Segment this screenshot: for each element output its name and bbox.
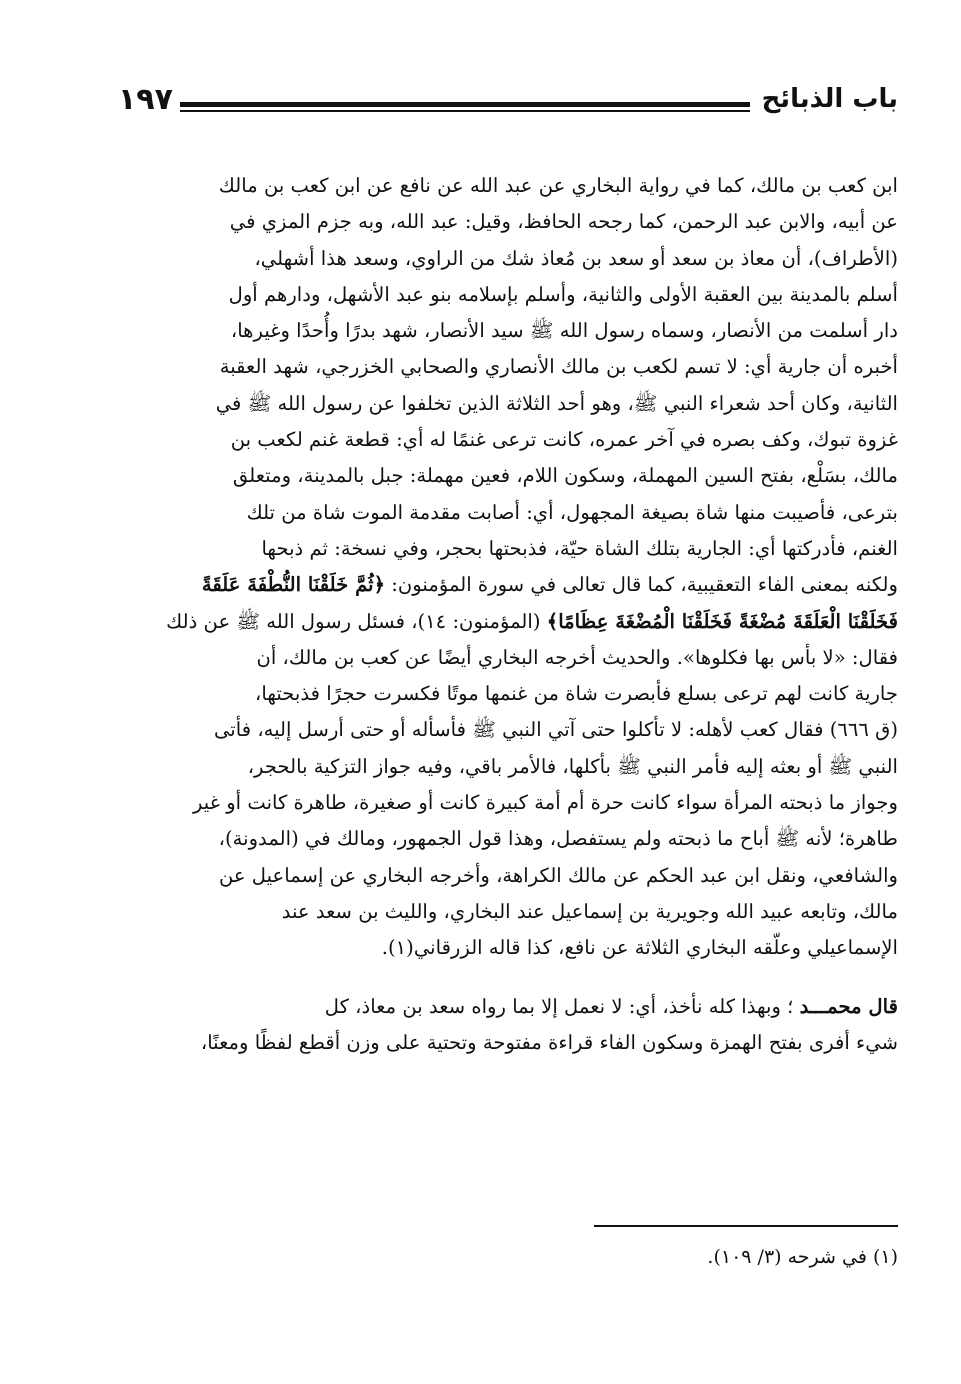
text-line: (ق ٦٦٦) فقال كعب لأهله: لا تأكلوا حتى آتي النبي ﷺ فأسأله أو حتى أرسل إليه، فأتى <box>213 718 898 742</box>
text-line: أخبره أن جارية أي: لا تسم لكعب بن مالك الأنصاري والصحابي الخزرجي، شهد العقبة <box>219 355 898 379</box>
text-segment: ولكنه بمعنى الفاء التعقيبية، كما قال تعالى في سورة المؤمنون: <box>391 573 898 597</box>
text-line: طاهرة؛ لأنه ﷺ أباح ما ذبحته ولم يستفصل، وهذا قول الجمهور، ومالك في (المدونة)، <box>218 827 898 851</box>
header-rule-thin <box>180 110 750 112</box>
text-line: مالك، بسَلْع، بفتح السين المهملة، وسكون اللام، فعين مهملة: جبل بالمدينة، ومتعلق <box>232 464 898 488</box>
text-line: عن أبيه، والابن عبد الرحمن، كما رجحه الحافظ، وقيل: عبد الله، وبه جزم المزي في <box>229 210 898 234</box>
text-line: الثانية، وكان أحد شعراء النبي ﷺ، وهو أحد الثلاثة الذين تخلفوا عن رسول الله ﷺ في <box>215 391 898 415</box>
footnote-divider <box>594 1225 898 1227</box>
chapter-title: باب الذبائح <box>761 84 898 114</box>
header-rule-thick <box>180 102 750 107</box>
text-line: مالك، وتابعه عبيد الله وجويرية بن إسماعيل عند البخاري، والليث بن سعد عند <box>281 899 898 923</box>
body-text <box>122 168 898 1061</box>
text-line: بترعى، فأصيبت منها شاة بصيغة المجهول، أي: أصابت مقدمة الموت شاة من تلك <box>246 500 898 524</box>
text-line: غزوة تبوك، وكف بصره في آخر عمره، كانت ترعى غنمًا له أي: قطعة غنم لكعب بن <box>230 428 898 452</box>
header-rule <box>180 102 750 112</box>
text-line: ابن كعب بن مالك، كما في رواية البخاري عن عبد الله عن نافع عن ابن كعب بن مالك <box>218 174 898 197</box>
text-line: وجواز ما ذبحته المرأة سواء كانت حرة أم أمة كبيرة كانت أو صغيرة، طاهرة كانت أو غير <box>193 791 898 815</box>
text-line: أسلم بالمدينة بين العقبة الأولى والثانية، وأسلم بإسلامه بنو عبد الأشهل، ودارهم أول <box>228 282 898 306</box>
text-line: النبي ﷺ أو بعثه إليه فأمر النبي ﷺ بأكلها، فالأمر باقي، وفيه جواز التزكية بالحجر، <box>247 754 898 778</box>
text-segment: ؛ وبهذا كله نأخذ، أي: لا نعمل إلا بما رواه سعد بن معاذ، كل <box>324 994 794 1018</box>
paragraph-2 <box>122 989 898 1062</box>
page-header <box>118 84 898 128</box>
text-line: الغنم، فأدركتها أي: الجارية بتلك الشاة حيّة، فذبحتها بحجر، وفي نسخة: ثم ذبحها <box>261 536 898 560</box>
text-line: شيء أفرى بفتح الهمزة وسكون الفاء قراءة مفتوحة وتحتية على وزن أقطع لفظًا ومعنًا، <box>200 1030 898 1054</box>
quran-verse-end: فَخَلَقْنَا الْعَلَقَةَ مُضْغَةً فَخَلَقْنَا الْمُضْغَةَ عِظَامًا﴾ <box>546 609 898 633</box>
speaker-label: قال محمـــد <box>799 994 898 1018</box>
text-line: جارية كانت لهم ترعى بسلع فأبصرت شاة من غنمها موتًا فكسرت حجرًا فذبحتها، <box>255 682 898 706</box>
text-line: دار أسلمت من الأنصار، وسماه رسول الله ﷺ سيد الأنصار، شهد بدرًا وأُحدًا وغيرها، <box>230 319 898 343</box>
footnote: (١) في شرحه (٣/ ١٠٩). <box>707 1246 898 1268</box>
text-line: فقال: «لا بأس بها فكلوها». والحديث أخرجه البخاري أيضًا عن كعب بن مالك، أن <box>256 645 898 669</box>
text-line <box>122 604 898 640</box>
quran-verse-start: ﴿ثُمَّ خَلَقْنَا النُّطْفَةَ عَلَقَةً <box>201 573 386 597</box>
text-line: (الأطراف)، أن معاذ بن سعد أو سعد بن مُعاذ شك من الراوي، وسعد هذا أشهلي، <box>254 246 898 270</box>
text-line: الإسماعيلي وعلّقه البخاري الثلاثة عن نافع، كذا قاله الزرقاني(١). <box>381 936 898 960</box>
text-line <box>122 567 898 603</box>
page-number: ١٩٧ <box>118 82 173 117</box>
text-line <box>122 989 898 1025</box>
text-segment: (المؤمنون: ١٤)، فسئل رسول الله ﷺ عن ذلك <box>166 609 541 633</box>
paragraph-1 <box>122 168 898 967</box>
text-line: والشافعي، ونقل ابن عبد الحكم عن مالك الكراهة، وأخرجه البخاري عن إسماعيل عن <box>218 863 898 887</box>
